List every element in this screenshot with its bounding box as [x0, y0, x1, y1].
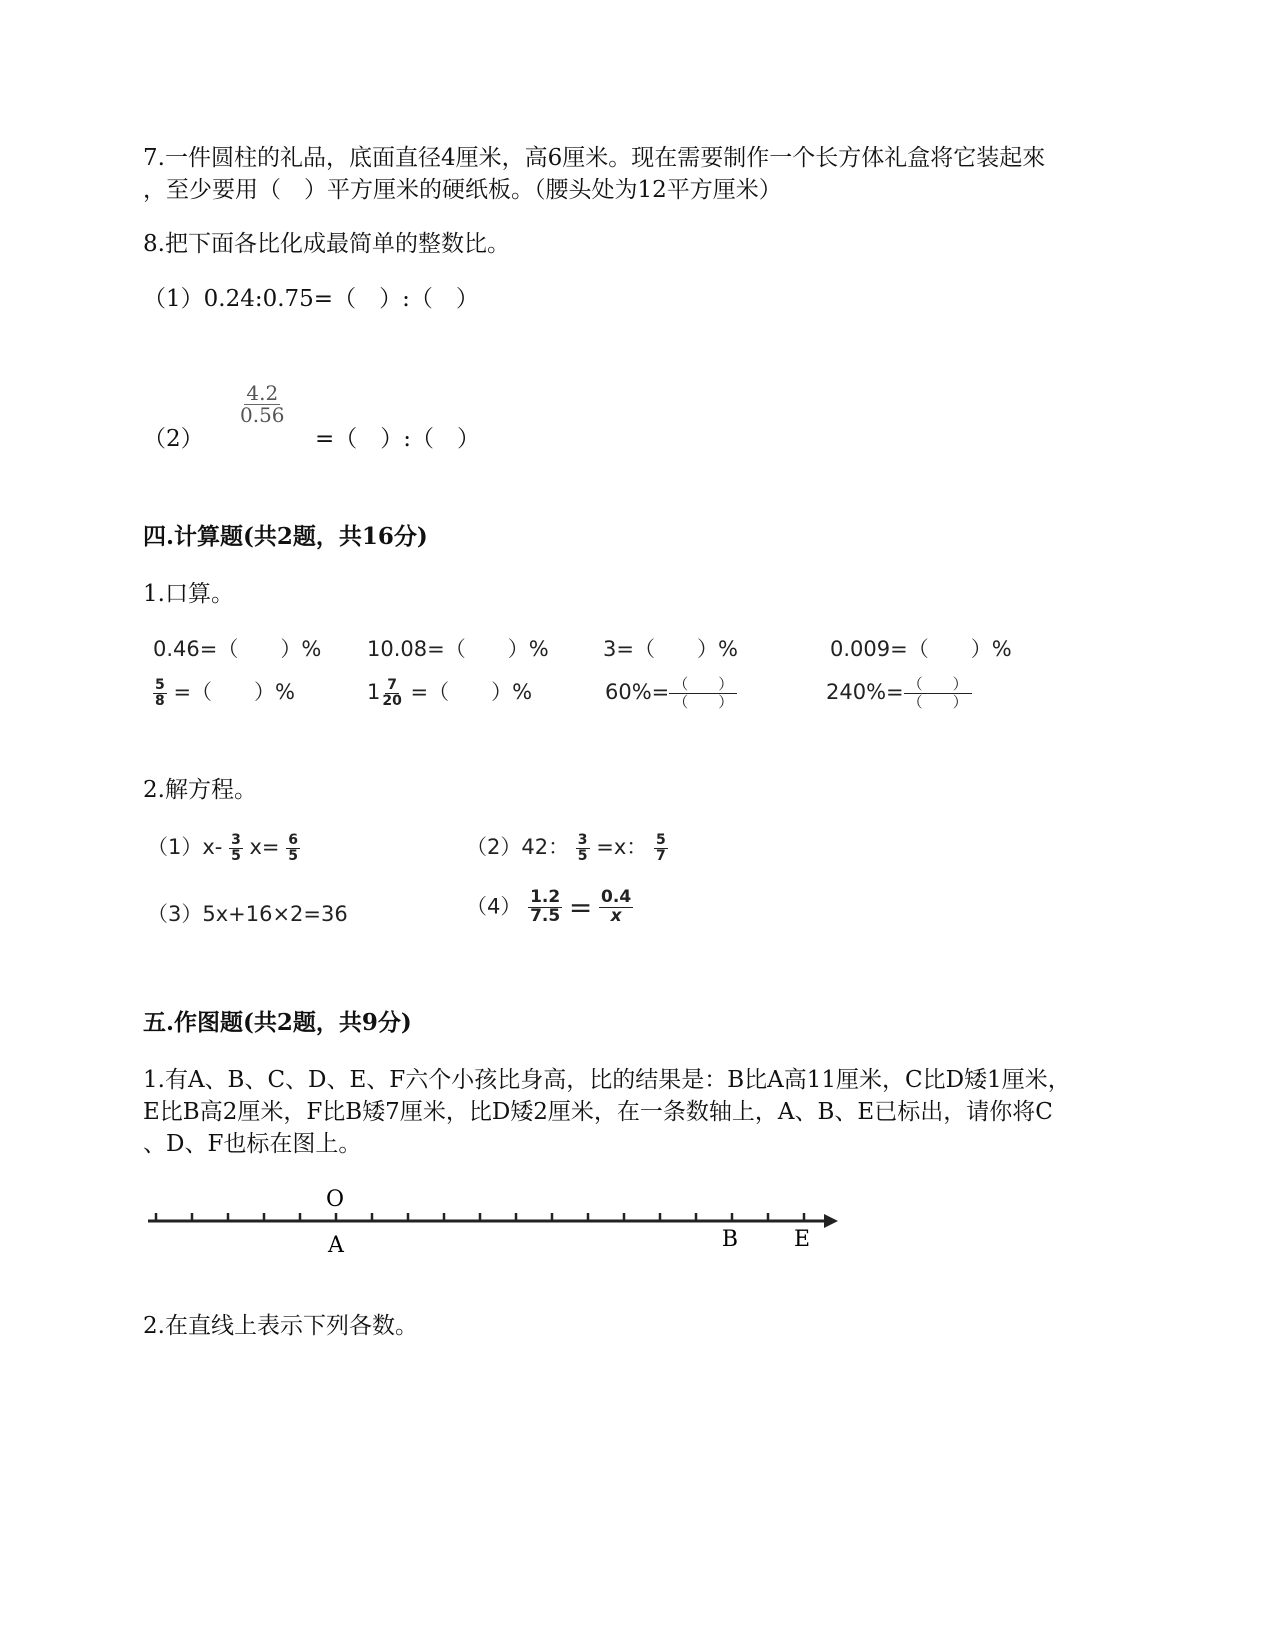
eq2-f1-num: 3: [577, 831, 588, 848]
s4-q1-title: 1.口算。: [143, 581, 234, 607]
eq4-mid: =: [568, 890, 593, 924]
eq4-label: （4）: [466, 894, 522, 919]
oral-calc-8: [826, 676, 972, 710]
mixed-whole: 1: [367, 680, 381, 704]
q8-item2-fraction: [238, 383, 287, 426]
equation-4: [466, 889, 633, 926]
equation-3: （3）5x+16×2=36: [147, 902, 348, 926]
eq4-f1-num: 1.2: [530, 887, 561, 907]
label-e: E: [793, 1227, 811, 1252]
oral-calc-5: [153, 676, 295, 708]
q7-line1: 7.一件圆柱的礼品，底面直径4厘米，高6厘米。现在需要制作一个长方体礼盒将它装起來: [143, 145, 1046, 171]
oral-calc-7-left: 60%=: [605, 680, 670, 704]
s5-q2-title: 2.在直线上表示下列各数。: [143, 1313, 418, 1339]
eq4-f2-num: 0.4: [601, 887, 632, 907]
eq1-f1-den: 5: [231, 847, 241, 864]
blank-frac-7-num: （ ）: [669, 676, 737, 694]
s5-q1-line2: E比B高2厘米，F比B矮7厘米，比D矮2厘米，在一条数轴上，A、B、E已标出，请你将C: [143, 1099, 1053, 1125]
section4-title: 四.计算题(共2题，共16分): [143, 523, 428, 550]
oral-calc-4: 0.009=（ ）%: [830, 637, 1012, 661]
q8-title: 8.把下面各比化成最简单的整数比。: [143, 231, 510, 257]
number-line-diagram: [140, 1180, 850, 1260]
eq1-label: （1）x-: [147, 835, 223, 859]
eq4-f1-den: 7.5: [530, 905, 561, 926]
label-b: B: [721, 1227, 739, 1252]
eq1-f2-den: 5: [288, 847, 298, 864]
eq2-f2-den: 7: [655, 847, 666, 864]
oral-calc-8-left: 240%=: [826, 680, 904, 704]
oral-calc-2: 10.08=（ ）%: [367, 637, 549, 661]
equation-1: [147, 831, 300, 863]
s5-q1-line3: 、D、F也标在图上。: [143, 1131, 362, 1157]
frac-5-num: 5: [155, 676, 165, 693]
oral-calc-7: [605, 676, 737, 710]
section5-title: 五.作图题(共2题，共9分): [143, 1009, 412, 1036]
blank-frac-7-den: （ ）: [673, 692, 734, 711]
q8-item2-numerator: 4.2: [246, 381, 279, 405]
s5-q1-line1: 1.有A、B、C、D、E、F六个小孩比身高，比的结果是：B比A高11厘米，C比D矮1厘米，: [143, 1067, 1071, 1093]
axis-arrow-icon: [824, 1214, 838, 1228]
eq2-f2-num: 5: [655, 831, 666, 848]
oral-calc-1: 0.46=（ ）%: [153, 637, 322, 661]
oral-calc-6: [367, 676, 532, 708]
eq1-f1-num: 3: [231, 831, 241, 848]
frac-5-den: 8: [155, 692, 165, 709]
eq1-f2-num: 6: [288, 831, 298, 848]
oral-calc-3: 3=（ ）%: [603, 637, 738, 661]
label-o: O: [325, 1187, 345, 1212]
label-a: A: [328, 1233, 344, 1258]
q8-item2-label: （2）: [143, 426, 204, 452]
q8-item2-rest: =（ ）:（ ）: [315, 426, 481, 452]
frac-6-num: 7: [387, 676, 397, 693]
eq2-mid: =x：: [596, 835, 648, 859]
s4-q2-title: 2.解方程。: [143, 777, 257, 803]
blank-frac-8-den: （ ）: [907, 692, 968, 711]
oral-calc-6-rest: =（ ）%: [410, 680, 533, 704]
eq4-f2-den: x: [610, 905, 622, 926]
eq1-mid: x=: [249, 835, 280, 859]
oral-calc-5-rest: =（ ）%: [173, 680, 295, 704]
frac-6-den: 20: [382, 692, 402, 709]
equation-2: [466, 831, 668, 863]
blank-frac-8-num: （ ）: [904, 676, 972, 694]
eq2-label: （2）42：: [466, 835, 570, 859]
q8-item2-denominator: 0.56: [240, 403, 285, 427]
q8-item1: （1）0.24:0.75=（ ）:（ ）: [143, 286, 479, 312]
eq2-f1-den: 5: [577, 847, 588, 864]
q7-line2: ，至少要用（ ）平方厘米的硬纸板。（腰头处为12平方厘米）: [143, 177, 782, 203]
